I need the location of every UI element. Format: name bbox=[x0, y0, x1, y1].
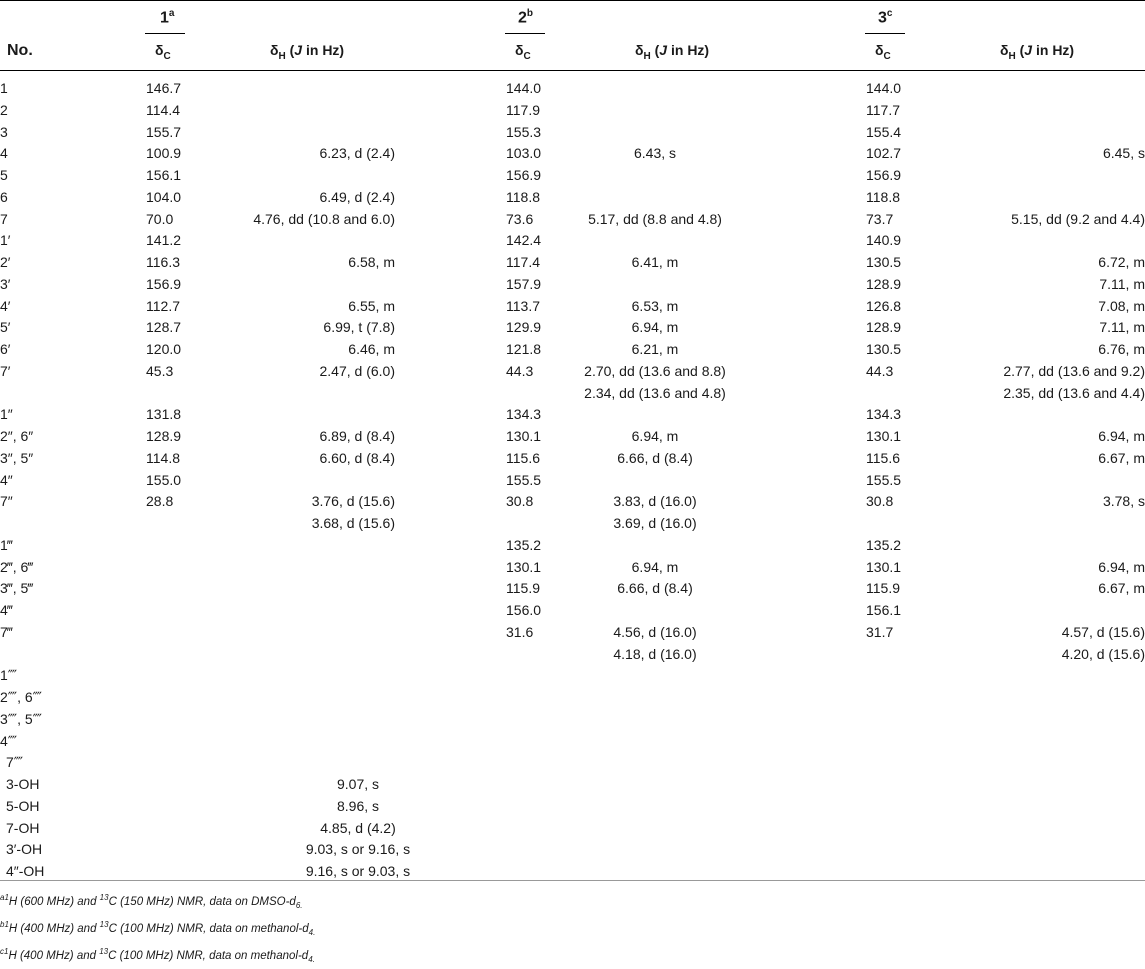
cell-position: 1‴ bbox=[0, 536, 13, 553]
cell-dc-3: 44.3 bbox=[866, 362, 894, 379]
table-row bbox=[0, 79, 1145, 101]
cell-position: 1⁗ bbox=[0, 667, 18, 684]
cell-dc-3: 115.6 bbox=[866, 449, 900, 466]
table-row bbox=[0, 188, 1145, 210]
cell-dh-1: 8.96, s bbox=[336, 797, 380, 814]
cell-dc-3: 134.3 bbox=[866, 406, 902, 423]
cell-dh-2: 6.66, d (8.4) bbox=[617, 580, 693, 597]
cell-dc-3: 140.9 bbox=[866, 232, 902, 249]
cell-dc-1: 128.9 bbox=[146, 428, 182, 444]
cell-dh-1: 6.89, d (8.4) bbox=[319, 428, 395, 444]
table-body bbox=[0, 79, 1145, 884]
table-row bbox=[0, 340, 1145, 362]
compound-2-rule bbox=[505, 33, 545, 34]
table-row bbox=[0, 645, 1145, 667]
cell-dc-2: 130.1 bbox=[506, 558, 542, 575]
table-row bbox=[0, 666, 1145, 688]
table-row bbox=[0, 253, 1145, 275]
cell-dc-3: 73.7 bbox=[866, 210, 894, 227]
table-row bbox=[0, 384, 1145, 406]
cell-position: 2′ bbox=[0, 254, 11, 270]
table-row bbox=[0, 797, 1145, 819]
cell-position: 1″ bbox=[0, 406, 13, 423]
cell-position: 7″ bbox=[0, 493, 13, 510]
footnote: $^{c1}$H (400 MHz) and $^{13}$C (100 MHz) NMR, data on methanol-$d_{4.}$ bbox=[0, 947, 315, 965]
cell-dh-1: 3.76, d (15.6) bbox=[311, 493, 395, 510]
table-row bbox=[0, 623, 1145, 645]
cell-dh-2: 6.41, m bbox=[631, 254, 679, 270]
cell-dh-1: 3.68, d (15.6) bbox=[311, 515, 395, 531]
cell-dc-3: 155.4 bbox=[866, 123, 902, 140]
cell-dh-3: 5.15, dd (9.2 and 4.4) bbox=[1011, 210, 1145, 227]
cell-dh-3: 3.78, s bbox=[1102, 493, 1145, 510]
cell-dc-1: 28.8 bbox=[146, 493, 174, 510]
cell-position: 7‴ bbox=[0, 623, 13, 640]
cell-dc-1: 156.9 bbox=[146, 275, 182, 292]
cell-dh-2: 6.94, m bbox=[631, 319, 679, 336]
cell-dc-1: 100.9 bbox=[146, 145, 182, 162]
compound-3-rule bbox=[865, 33, 905, 34]
table-row bbox=[0, 753, 1145, 775]
cell-position: 7⁗ bbox=[6, 754, 24, 771]
cell-position: 3⁗, 5⁗ bbox=[0, 710, 42, 727]
cell-position: 2 bbox=[0, 101, 8, 118]
cell-position: 7-OH bbox=[6, 819, 40, 836]
cell-position: 6 bbox=[0, 188, 8, 205]
cell-position: 4″ bbox=[0, 471, 13, 488]
dh-header-2: $\delta_H$ (J in Hz) bbox=[635, 42, 710, 62]
dc-header-2: $\delta_C$ bbox=[515, 42, 531, 62]
cell-dc-2: 129.9 bbox=[506, 319, 542, 336]
cell-position: 3″, 5″ bbox=[0, 449, 34, 466]
cell-dc-3: 144.0 bbox=[866, 80, 902, 96]
cell-dc-1: 141.2 bbox=[146, 232, 182, 249]
cell-dh-2: 5.17, dd (8.8 and 4.8) bbox=[588, 210, 722, 227]
table-row bbox=[0, 297, 1145, 319]
table-row bbox=[0, 819, 1145, 841]
cell-dh-1: 9.16, s or 9.03, s bbox=[305, 863, 411, 879]
cell-dh-3: 6.94, m bbox=[1098, 428, 1145, 444]
cell-dc-1: 114.4 bbox=[146, 101, 180, 118]
cell-dh-2: 2.70, dd (13.6 and 8.8) bbox=[584, 362, 726, 379]
cell-dc-1: 131.8 bbox=[146, 406, 182, 423]
cell-dc-2: 155.5 bbox=[506, 471, 542, 488]
table-row bbox=[0, 536, 1145, 558]
cell-position: 5′ bbox=[0, 319, 11, 336]
cell-dc-3: 156.9 bbox=[866, 167, 902, 183]
cell-dc-2: 135.2 bbox=[506, 536, 542, 553]
cell-dh-2: 2.34, dd (13.6 and 4.8) bbox=[584, 384, 726, 401]
table-row bbox=[0, 405, 1145, 427]
cell-dh-3: 6.45, s bbox=[1102, 145, 1145, 162]
dh-header-3: $\delta_H$ (J in Hz) bbox=[1000, 42, 1075, 62]
cell-position: 4″-OH bbox=[6, 863, 45, 879]
cell-dh-2: 6.66, d (8.4) bbox=[617, 449, 693, 466]
cell-dc-3: 130.5 bbox=[866, 254, 902, 270]
table-row bbox=[0, 101, 1145, 123]
cell-dc-1: 114.8 bbox=[146, 449, 180, 466]
cell-dc-3: 130.1 bbox=[866, 558, 902, 575]
cell-dc-3: 117.7 bbox=[866, 101, 900, 118]
footnotes bbox=[0, 888, 315, 969]
cell-dh-2: 6.94, m bbox=[631, 558, 679, 575]
cell-dc-2: 103.0 bbox=[506, 145, 542, 162]
table-row bbox=[0, 210, 1145, 232]
cell-dc-1: 146.7 bbox=[146, 80, 182, 96]
cell-position: 1′ bbox=[0, 232, 11, 249]
cell-dc-3: 128.9 bbox=[866, 275, 902, 292]
cell-dc-1: 128.7 bbox=[146, 319, 182, 336]
cell-dc-3: 156.1 bbox=[866, 602, 902, 618]
cell-dc-3: 30.8 bbox=[866, 493, 894, 510]
cell-position: 1 bbox=[0, 80, 8, 96]
table-row bbox=[0, 471, 1145, 493]
cell-dc-3: 126.8 bbox=[866, 297, 902, 314]
cell-position: 3 bbox=[0, 123, 8, 140]
table-row bbox=[0, 362, 1145, 384]
cell-dh-2: 6.53, m bbox=[631, 297, 679, 314]
cell-dh-1: 6.99, t (7.8) bbox=[323, 319, 395, 336]
cell-dc-2: 157.9 bbox=[506, 275, 542, 292]
compound-1-rule bbox=[145, 33, 185, 34]
cell-dh-2: 6.21, m bbox=[631, 341, 679, 357]
cell-dc-2: 73.6 bbox=[506, 210, 534, 227]
cell-dh-1: 6.23, d (2.4) bbox=[319, 145, 395, 162]
cell-dc-1: 70.0 bbox=[146, 210, 174, 227]
cell-position: 2‴, 6‴ bbox=[0, 558, 34, 575]
cell-dh-2: 3.83, d (16.0) bbox=[613, 493, 697, 510]
cell-position: 5-OH bbox=[6, 797, 40, 814]
cell-position: 7′ bbox=[0, 362, 11, 379]
dc-header-1: $\delta_C$ bbox=[155, 42, 171, 62]
cell-dc-3: 118.8 bbox=[866, 188, 900, 205]
cell-dc-2: 115.6 bbox=[506, 449, 540, 466]
cell-dc-1: 120.0 bbox=[146, 341, 182, 357]
cell-dh-3: 6.76, m bbox=[1098, 341, 1145, 357]
cell-position: 3-OH bbox=[6, 776, 40, 792]
cell-dc-3: 135.2 bbox=[866, 536, 902, 553]
top-rule bbox=[0, 0, 1145, 1]
cell-position: 4⁗ bbox=[0, 732, 18, 749]
table-row bbox=[0, 775, 1145, 797]
cell-position: 4‴ bbox=[0, 602, 13, 618]
table-row bbox=[0, 492, 1145, 514]
table-row bbox=[0, 579, 1145, 601]
cell-position: 4′ bbox=[0, 297, 11, 314]
table-row bbox=[0, 427, 1145, 449]
cell-dh-1: 4.85, d (4.2) bbox=[320, 819, 396, 836]
table-row bbox=[0, 688, 1145, 710]
cell-dh-1: 6.58, m bbox=[348, 254, 395, 270]
cell-dh-3: 6.94, m bbox=[1098, 558, 1145, 575]
cell-dc-1: 116.3 bbox=[146, 254, 180, 270]
table-row bbox=[0, 166, 1145, 188]
cell-dc-2: 155.3 bbox=[506, 123, 542, 140]
cell-dc-2: 142.4 bbox=[506, 232, 542, 249]
cell-dc-2: 44.3 bbox=[506, 362, 534, 379]
cell-dh-3: 6.67, m bbox=[1098, 580, 1145, 597]
cell-dh-3: 6.72, m bbox=[1098, 254, 1145, 270]
dc-header-3: $\delta_C$ bbox=[875, 42, 891, 62]
cell-dc-2: 117.9 bbox=[506, 101, 540, 118]
cell-dc-3: 128.9 bbox=[866, 319, 902, 336]
cell-dh-3: 7.11, m bbox=[1099, 275, 1145, 292]
bottom-rule bbox=[0, 880, 1145, 881]
cell-dc-3: 130.5 bbox=[866, 341, 902, 357]
cell-dc-2: 144.0 bbox=[506, 80, 542, 96]
cell-dh-1: 6.55, m bbox=[348, 297, 395, 314]
cell-dc-1: 155.7 bbox=[146, 123, 182, 140]
cell-position: 3′-OH bbox=[6, 841, 43, 858]
cell-dh-3: 4.20, d (15.6) bbox=[1061, 645, 1145, 662]
table-row bbox=[0, 840, 1145, 862]
cell-position: 4 bbox=[0, 145, 8, 162]
cell-dc-2: 121.8 bbox=[506, 341, 542, 357]
cell-position: 3‴, 5‴ bbox=[0, 580, 34, 597]
footnote: $^{b1}$H (400 MHz) and $^{13}$C (100 MHz) NMR, data on methanol-$d_{4.}$ bbox=[0, 920, 316, 938]
cell-dc-1: 112.7 bbox=[146, 297, 180, 314]
cell-dc-3: 102.7 bbox=[866, 145, 902, 162]
col-header-no: No. bbox=[7, 42, 33, 59]
cell-dc-1: 155.0 bbox=[146, 471, 182, 488]
cell-dh-2: 4.56, d (16.0) bbox=[613, 623, 697, 640]
cell-position: 2⁗, 6⁗ bbox=[0, 689, 42, 705]
table-row bbox=[0, 558, 1145, 580]
table-row bbox=[0, 144, 1145, 166]
cell-dh-3: 4.57, d (15.6) bbox=[1061, 623, 1145, 640]
cell-dc-1: 45.3 bbox=[146, 362, 174, 379]
cell-dh-3: 2.77, dd (13.6 and 9.2) bbox=[1003, 362, 1145, 379]
cell-dh-1: 6.60, d (8.4) bbox=[319, 449, 395, 466]
table-row bbox=[0, 275, 1145, 297]
cell-dc-2: 130.1 bbox=[506, 428, 542, 444]
cell-dh-1: 9.07, s bbox=[336, 776, 380, 792]
cell-dc-3: 130.1 bbox=[866, 428, 902, 444]
footnote: $^{a1}$H (600 MHz) and $^{13}$C (150 MHz) NMR, data on DMSO-$d_{6.}$ bbox=[0, 893, 303, 911]
cell-dh-3: 6.67, m bbox=[1098, 449, 1145, 466]
compound-3-header: 3$^c$ bbox=[878, 8, 893, 27]
table-row bbox=[0, 123, 1145, 145]
cell-dc-2: 134.3 bbox=[506, 406, 542, 423]
cell-position: 2″, 6″ bbox=[0, 428, 34, 444]
cell-dh-1: 9.03, s or 9.16, s bbox=[305, 841, 411, 858]
cell-dh-2: 6.43, s bbox=[633, 145, 677, 162]
cell-dc-2: 117.4 bbox=[506, 254, 540, 270]
table-row bbox=[0, 710, 1145, 732]
compound-1-header: 1$^a$ bbox=[160, 8, 175, 27]
table-row bbox=[0, 449, 1145, 471]
table-row bbox=[0, 601, 1145, 623]
cell-dc-3: 115.9 bbox=[866, 580, 900, 597]
dh-header-1: $\delta_H$ (J in Hz) bbox=[270, 42, 345, 62]
table-row bbox=[0, 514, 1145, 536]
cell-dh-1: 6.49, d (2.4) bbox=[319, 188, 395, 205]
cell-dc-2: 156.9 bbox=[506, 167, 542, 183]
cell-dh-1: 2.47, d (6.0) bbox=[319, 362, 395, 379]
cell-dc-2: 31.6 bbox=[506, 623, 534, 640]
cell-dh-2: 3.69, d (16.0) bbox=[613, 515, 697, 531]
table-row bbox=[0, 231, 1145, 253]
cell-dc-2: 156.0 bbox=[506, 602, 542, 618]
cell-dc-2: 30.8 bbox=[506, 493, 534, 510]
cell-dc-2: 115.9 bbox=[506, 580, 540, 597]
cell-dc-1: 104.0 bbox=[146, 188, 182, 205]
table-row bbox=[0, 318, 1145, 340]
cell-dc-2: 118.8 bbox=[506, 188, 540, 205]
cell-dh-2: 4.18, d (16.0) bbox=[613, 645, 697, 662]
compound-2-header: 2$^b$ bbox=[518, 8, 534, 27]
cell-position: 3′ bbox=[0, 275, 11, 292]
header-rule bbox=[0, 70, 1145, 71]
cell-position: 6′ bbox=[0, 341, 11, 357]
cell-dc-1: 156.1 bbox=[146, 167, 182, 183]
table-row bbox=[0, 732, 1145, 754]
cell-dh-2: 6.94, m bbox=[631, 428, 679, 444]
cell-dh-3: 2.35, dd (13.6 and 4.4) bbox=[1003, 384, 1145, 401]
cell-dh-3: 7.08, m bbox=[1098, 297, 1145, 314]
cell-dc-3: 31.7 bbox=[866, 623, 894, 640]
cell-dh-1: 6.46, m bbox=[348, 341, 395, 357]
cell-dc-3: 155.5 bbox=[866, 471, 902, 488]
cell-position: 7 bbox=[0, 210, 8, 227]
cell-position: 5 bbox=[0, 167, 8, 183]
cell-dh-1: 4.76, dd (10.8 and 6.0) bbox=[253, 210, 395, 227]
cell-dc-2: 113.7 bbox=[506, 297, 540, 314]
cell-dh-3: 7.11, m bbox=[1099, 319, 1145, 336]
